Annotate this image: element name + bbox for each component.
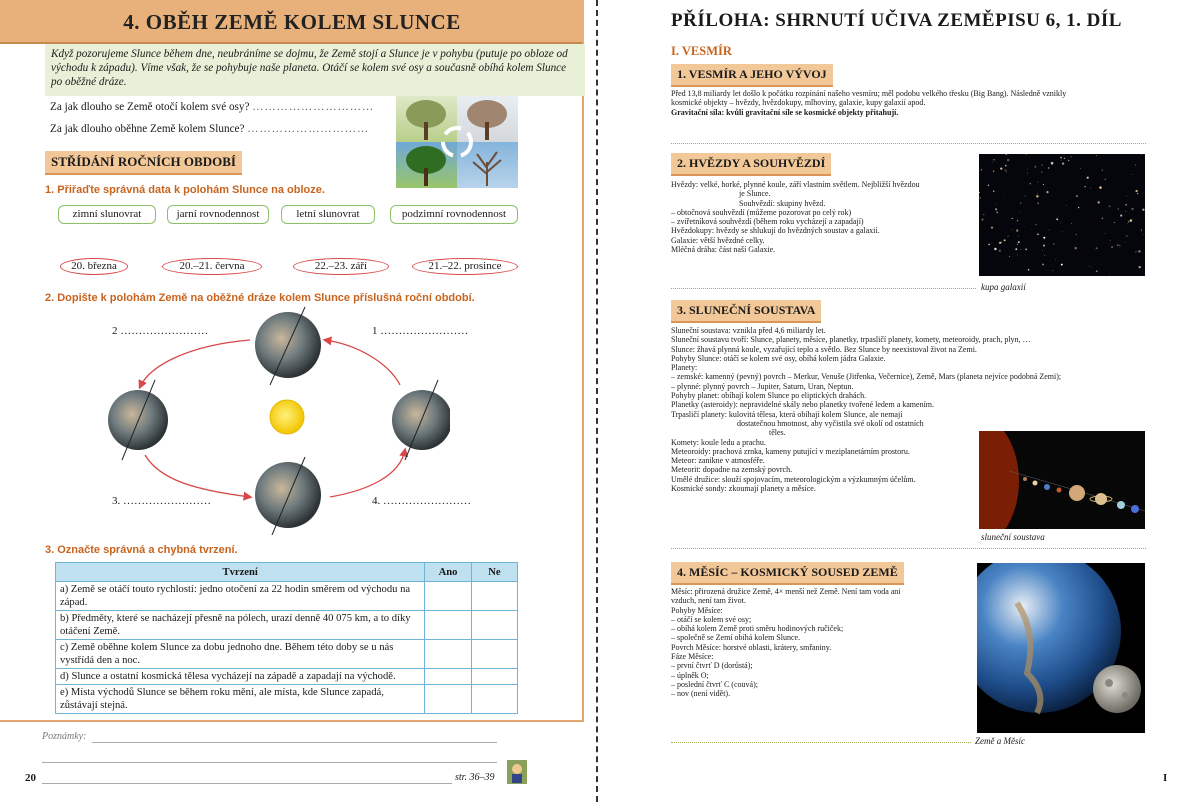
answer-yes-a[interactable] xyxy=(425,582,471,611)
left-page xyxy=(0,0,590,802)
orbit-arrow-2 xyxy=(145,455,250,497)
date-june: 20.–21. června xyxy=(162,258,262,275)
task-3-heading: 3. Označte správná a chybná tvrzení. xyxy=(45,544,238,556)
chapter-heading: I. VESMÍR xyxy=(671,44,732,58)
true-false-table xyxy=(55,562,518,714)
page-title: 4. OBĚH ZEMĚ KOLEM SLUNCE xyxy=(123,10,461,34)
section-4-heading: 4. MĚSÍC – KOSMICKÝ SOUSED ZEMĚ xyxy=(671,562,904,585)
answer-yes-d[interactable] xyxy=(425,669,471,685)
notes-line-1 xyxy=(92,742,497,743)
statement-c: c) Země oběhne kolem Slunce za dobu jednoho dne. Během této doby se u nás vystřídá den a noc. xyxy=(56,640,425,669)
answer-no-d[interactable] xyxy=(471,669,517,685)
table-row xyxy=(56,669,518,685)
orbit-arrow-3 xyxy=(330,450,405,497)
answer-yes-e[interactable] xyxy=(425,685,471,714)
section-2-heading: 2. HVĚZDY A SOUHVĚZDÍ xyxy=(671,153,831,176)
position-autumn-equinox: podzimní rovnodennost xyxy=(390,205,518,224)
statement-b: b) Předměty, které se nacházejí přesně na pólech, urazí denně 40 075 km, a to díky otáčení Země. xyxy=(56,611,425,640)
separator-4 xyxy=(671,742,971,743)
question-orbit: Za jak dlouho oběhne Země kolem Slunce? ………………………… xyxy=(50,123,370,135)
cycle-arrows-icon xyxy=(437,122,477,162)
appendix-title: PŘÍLOHA: SHRNUTÍ UČIVA ZEMĚPISU 6, 1. DÍL xyxy=(671,10,1122,31)
section-heading-seasons: STŘÍDÁNÍ ROČNÍCH OBDOBÍ xyxy=(45,151,242,175)
answer-yes-b[interactable] xyxy=(425,611,471,640)
answer-yes-c[interactable] xyxy=(425,640,471,669)
earth-moon-caption: Země a Měsíc xyxy=(975,736,1025,746)
orbit-label-4: 4. …………………… xyxy=(372,495,471,507)
chapter-title-band xyxy=(0,0,584,44)
page-number-left: 20 xyxy=(25,772,36,784)
header-statement: Tvrzení xyxy=(56,563,425,582)
earth-bottom xyxy=(255,462,321,528)
answer-no-a[interactable] xyxy=(471,582,517,611)
task-1-heading: 1. Přiřaďte správná data k polohám Slunce na obloze. xyxy=(45,184,325,196)
notes-line-2 xyxy=(42,762,497,763)
page-border-right xyxy=(582,42,584,722)
question-rotation: Za jak dlouho se Země otočí kolem své osy? ………………………… xyxy=(50,101,375,113)
header-no: Ne xyxy=(471,563,517,582)
answer-no-e[interactable] xyxy=(471,685,517,714)
header-yes: Ano xyxy=(425,563,471,582)
mascot-icon xyxy=(507,760,527,784)
sun-icon xyxy=(270,400,304,434)
position-summer-solstice: letní slunovrat xyxy=(281,205,375,224)
separator-3 xyxy=(671,548,1146,549)
orbit-label-2: 2 …………………… xyxy=(112,325,209,337)
table-row xyxy=(56,640,518,669)
galaxy-caption: kupa galaxií xyxy=(981,282,1026,292)
page-reference: str. 36–39 xyxy=(455,772,495,783)
date-march: 20. března xyxy=(60,258,128,275)
section-3-text: Sluneční soustava: vznikla před 4,6 miliardy let. Sluneční soustavu tvoří: Slunce, planety, měsíce, planetky, trpasličí planety, komety, meteoroidy, prach, plyn, … Slunce: žhavá plynná koule, vyzařující teplo a světlo. Bez Slunce by neexistoval život na Zemi. Pohyby Slunce: otáčí se kolem své osy, obíhá kolem jádra Galaxie. Planety: – zemské: kamenný (pevný) povrch – Merkur, Venuše (Jitřenka, Večernice), Země, Mars (planeta nejvíce podobná Zemi); – plynné: plynný povrch – Jupiter, Saturn, Uran, Neptun. Pohyby planet: obíhají kolem Slunce po eliptických drahách. Planetky (asteroidy): nepravidelné skály nebo planetky tvořené ledem a kamením. Trpasličí planety: kulovitá tělesa, která obíhají kolem Slunce, ale nemají dostatečnou hmotnost, aby vyčistila své okolí od ostatních těles. Komety: koule ledu a prachu. Meteoroidy: prachová zrnka, kameny putující v meziplanetárním prostoru. Meteor: zanikne v atmosféře. Meteorit: dopadne na zemský povrch. Umělé družice: slouží spojovacím, meteorologickým a výzkumným účelům. Kosmické sondy: zkoumají planety a měsíce. xyxy=(671,326,1062,494)
section-4-text: Měsíc: přirozená družice Země, 4× menší než Země. Není tam voda ani vzduch, není tam život. Pohyby Měsíce: – otáčí se kolem své osy; – obíhá kolem Země proti směru hodinových ručiček; – společně se Zemí obíhá kolem Slunce. Povrch Měsíce: horstvé oblasti, krátery, smřaniny. Fáze Měsíce: – první čtvrť D (dorůstá); – úplněk O; – poslední čtvrť C (couvá); – nov (není vidět). xyxy=(671,587,901,699)
earth-moon-image xyxy=(977,563,1145,733)
section-3-heading: 3. SLUNEČNÍ SOUSTAVA xyxy=(671,300,821,323)
page-border-bottom xyxy=(0,720,584,722)
page-divider xyxy=(596,0,598,802)
solar-system-image xyxy=(979,431,1145,529)
right-page xyxy=(603,0,1190,802)
statement-a: a) Země se otáčí touto rychlostí: jedno otočení za 22 hodin směrem od východu na západ. xyxy=(56,582,425,611)
answer-no-c[interactable] xyxy=(471,640,517,669)
galaxy-cluster-image xyxy=(979,154,1145,276)
statement-e: e) Místa východů Slunce se během roku mění, ale místa, kde Slunce zapadá, zůstávají stejná. xyxy=(56,685,425,714)
position-spring-equinox: jarní rovnodennost xyxy=(167,205,269,224)
table-row xyxy=(56,582,518,611)
position-winter-solstice: zimní slunovrat xyxy=(58,205,156,224)
task-2-heading: 2. Dopište k polohám Země na oběžné dráze kolem Slunce příslušná roční období. xyxy=(45,292,475,304)
separator-1 xyxy=(671,143,1146,144)
intro-text: Když pozorujeme Slunce během dne, neubráníme se dojmu, že Země stojí a Slunce je v pohybu (putuje po obloze od východu k západu). Víme však, že se pohybuje naše planeta. Otáčí se kolem své osy a současně obíhá kolem Slunce po oběžné dráze. xyxy=(45,44,585,96)
orbit-label-1: 1 …………………… xyxy=(372,325,469,337)
footer-line xyxy=(42,783,452,784)
page-number-right: I xyxy=(1163,772,1168,784)
statement-d: d) Slunce a ostatní kosmická tělesa vycházejí na západě a zapadají na východě. xyxy=(56,669,425,685)
seasons-tree-image xyxy=(396,96,518,188)
section-1-text: Před 13,8 miliardy let došlo k počátku rozpínání našeho vesmíru; měl podobu velkého třesku (Big Bang). Následně vznikly kosmické objekty – hvězdy, hvězdokupy, mlhoviny, galaxie, kupy galaxií apod. Gravitační síla: kvůli gravitační síle se kosmické objekty přitahují. xyxy=(671,89,1067,117)
section-2-text: Hvězdy: velké, horké, plynné koule, září vlastním světlem. Nejbližší hvězdou je Slunce. Souhvězdí: skupiny hvězd. – obtočnová souhvězdí (můžeme pozorovat po celý rok) – zvířetníková souhvězdí (během roku vycházejí a zapadají) Hvězdokupy: hvězdy se shlukují do hvězdných soustav a galaxií. Galaxie: větší hvězdné celky. Mléčná dráha: část naší Galaxie. xyxy=(671,180,920,255)
table-header-row xyxy=(56,563,518,582)
date-september: 22.–23. září xyxy=(293,258,389,275)
table-row xyxy=(56,611,518,640)
answer-no-b[interactable] xyxy=(471,611,517,640)
separator-2 xyxy=(671,288,976,289)
orbit-arrow-4 xyxy=(325,340,400,385)
orbit-arrow-1 xyxy=(140,340,250,387)
section-1-heading: 1. VESMÍR A JEHO VÝVOJ xyxy=(671,64,833,87)
table-row xyxy=(56,685,518,714)
date-december: 21.–22. prosince xyxy=(412,258,518,275)
solar-system-caption: sluneční soustava xyxy=(981,532,1045,542)
orbit-label-3: 3. …………………… xyxy=(112,495,211,507)
notes-label: Poznámky: xyxy=(42,731,87,742)
